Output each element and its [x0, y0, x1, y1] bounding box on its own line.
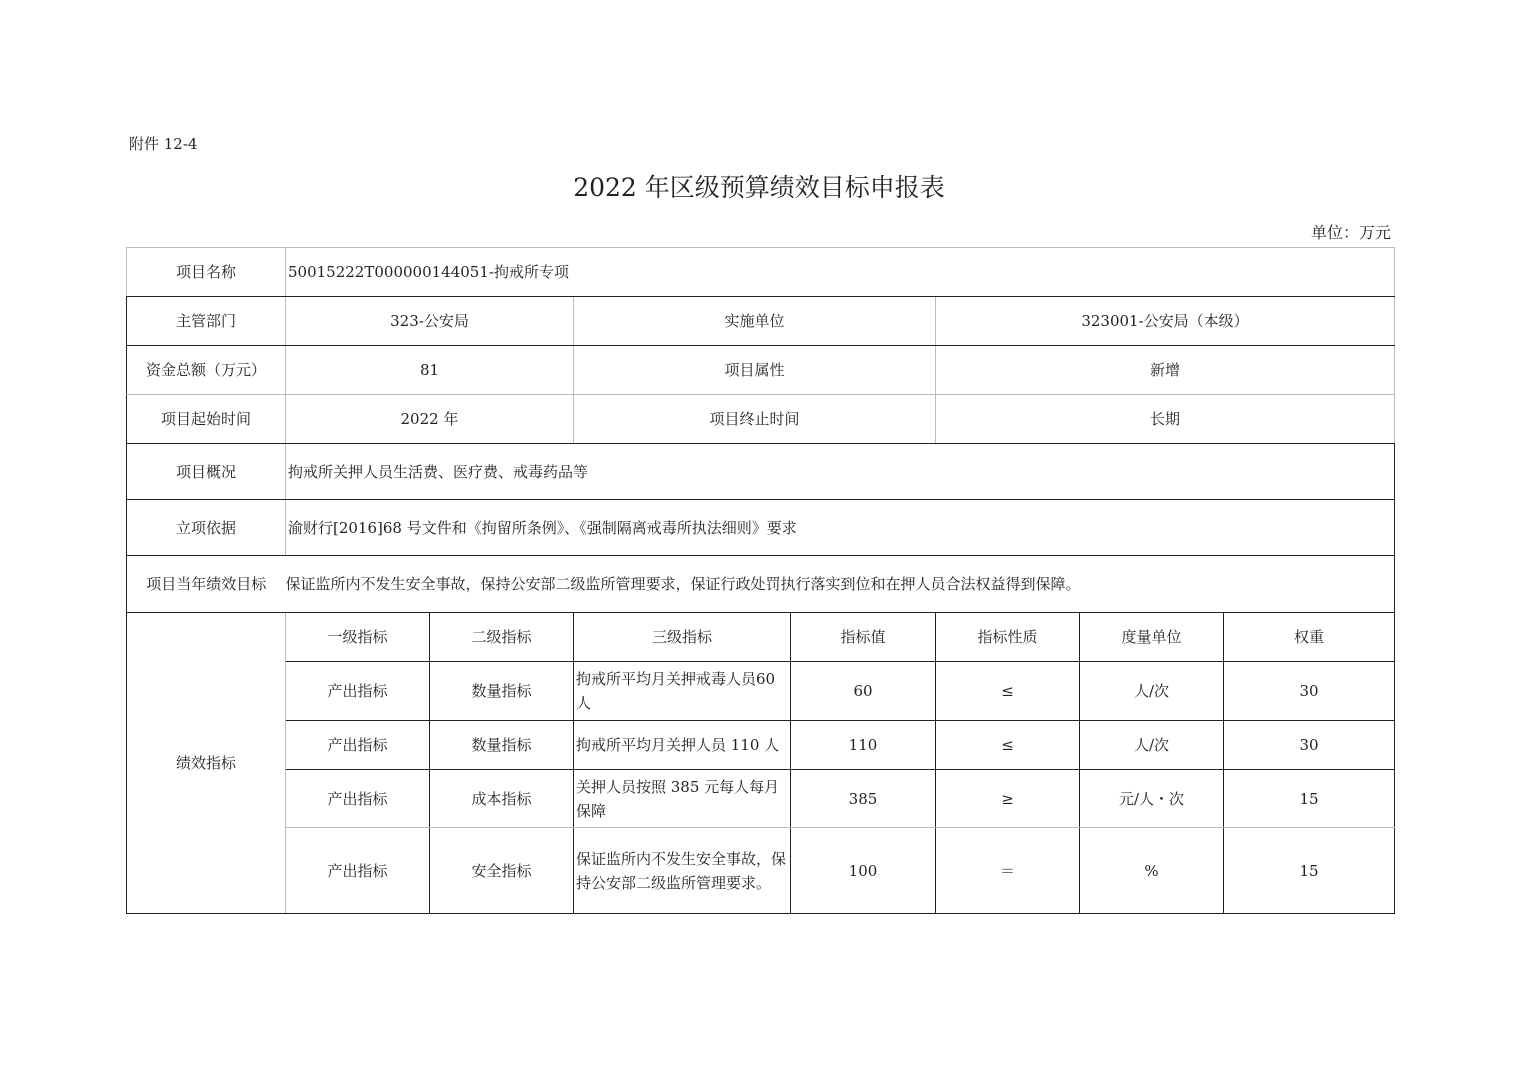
overview-value: 拘戒所关押人员生活费、医疗费、戒毒药品等: [286, 444, 1395, 500]
indicator-level2: 数量指标: [430, 662, 574, 721]
indicator-weight: 30: [1224, 721, 1395, 770]
indicator-weight: 15: [1224, 828, 1395, 914]
indicator-nature: ＝: [936, 828, 1080, 914]
indicator-level1: 产出指标: [286, 770, 430, 828]
indicator-level1: 产出指标: [286, 721, 430, 770]
col-nature: 指标性质: [936, 613, 1080, 662]
basis-label: 立项依据: [127, 500, 286, 556]
indicator-header-row: [127, 613, 1395, 662]
indicator-level3: 拘戒所平均月关押人员 110 人: [574, 721, 791, 770]
indicator-level2: 数量指标: [430, 721, 574, 770]
indicator-level3: 保证监所内不发生安全事故，保持公安部二级监所管理要求。: [574, 828, 791, 914]
indicator-level2: 成本指标: [430, 770, 574, 828]
table-row: [127, 721, 1395, 770]
indicator-weight: 15: [1224, 770, 1395, 828]
row-department: [127, 297, 1395, 346]
col-level1: 一级指标: [286, 613, 430, 662]
impl-value: 323001-公安局（本级）: [936, 297, 1395, 346]
dept-label: 主管部门: [127, 297, 286, 346]
row-fund: [127, 346, 1395, 395]
row-basis: [127, 500, 1395, 556]
col-unit: 度量单位: [1080, 613, 1224, 662]
start-value: 2022 年: [286, 395, 574, 444]
overview-label: 项目概况: [127, 444, 286, 500]
row-goal: [127, 556, 1395, 613]
indicator-unit: 人/次: [1080, 662, 1224, 721]
performance-goal-table: [126, 247, 1395, 914]
indicator-unit: %: [1080, 828, 1224, 914]
indicator-value: 385: [791, 770, 936, 828]
page-title: 2022 年区级预算绩效目标申报表: [573, 173, 945, 202]
unit-label: 单位：万元: [1310, 223, 1391, 242]
col-level3: 三级指标: [574, 613, 791, 662]
end-label: 项目终止时间: [574, 395, 936, 444]
table-row: [127, 770, 1395, 828]
row-period: [127, 395, 1395, 444]
col-level2: 二级指标: [430, 613, 574, 662]
attachment-number: 附件 12-4: [129, 135, 198, 153]
fund-label: 资金总额（万元）: [127, 346, 286, 395]
indicator-nature: ≤: [936, 662, 1080, 721]
indicator-level2: 安全指标: [430, 828, 574, 914]
col-value: 指标值: [791, 613, 936, 662]
indicator-level3: 拘戒所平均月关押戒毒人员60人: [574, 662, 791, 721]
dept-value: 323-公安局: [286, 297, 574, 346]
indicator-weight: 30: [1224, 662, 1395, 721]
indicator-unit: 人/次: [1080, 721, 1224, 770]
indicator-nature: ≥: [936, 770, 1080, 828]
goal-value: 保证监所内不发生安全事故，保持公安部二级监所管理要求，保证行政处罚执行落实到位和在押人员合法权益得到保障。: [286, 556, 1395, 613]
indicator-value: 60: [791, 662, 936, 721]
row-project-name: [127, 248, 1395, 297]
indicator-nature: ≤: [936, 721, 1080, 770]
attr-value: 新增: [936, 346, 1395, 395]
indicator-level1: 产出指标: [286, 828, 430, 914]
indicator-value: 110: [791, 721, 936, 770]
goal-label: 项目当年绩效目标: [127, 556, 286, 613]
indicator-level1: 产出指标: [286, 662, 430, 721]
table-row: [127, 828, 1395, 914]
project-name-value: 50015222T000000144051-拘戒所专项: [286, 248, 1395, 297]
project-name-label: 项目名称: [127, 248, 286, 297]
indicator-unit: 元/人・次: [1080, 770, 1224, 828]
indicators-section-label: 绩效指标: [127, 613, 286, 914]
end-value: 长期: [936, 395, 1395, 444]
attr-label: 项目属性: [574, 346, 936, 395]
indicator-value: 100: [791, 828, 936, 914]
indicator-level3: 关押人员按照 385 元每人每月保障: [574, 770, 791, 828]
row-overview: [127, 444, 1395, 500]
col-weight: 权重: [1224, 613, 1395, 662]
start-label: 项目起始时间: [127, 395, 286, 444]
table-row: [127, 662, 1395, 721]
impl-label: 实施单位: [574, 297, 936, 346]
fund-value: 81: [286, 346, 574, 395]
basis-value: 渝财行[2016]68 号文件和《拘留所条例》、《强制隔离戒毒所执法细则》要求: [286, 500, 1395, 556]
